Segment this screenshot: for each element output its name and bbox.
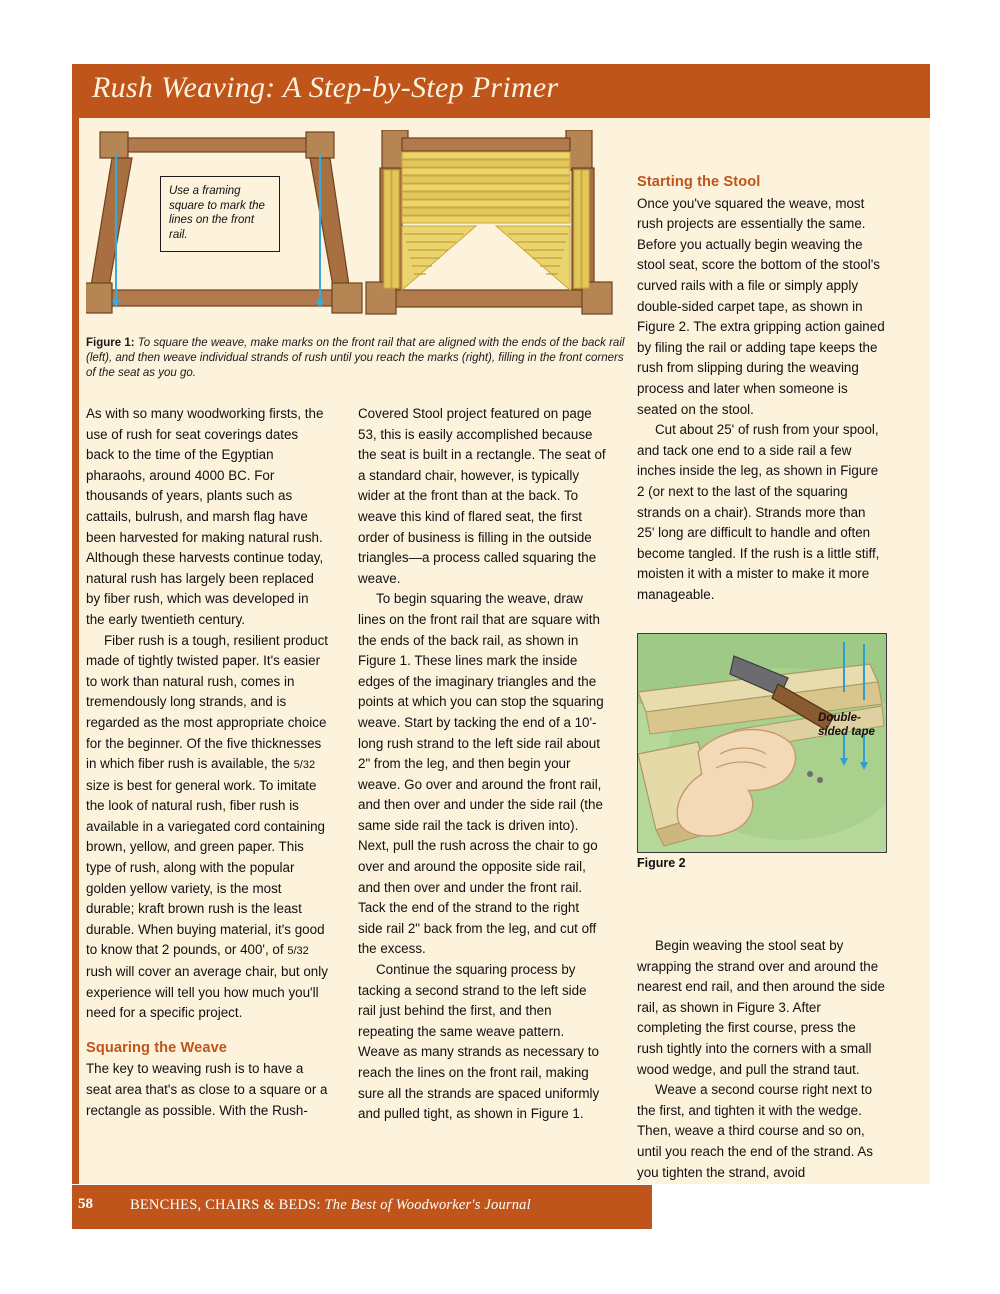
figure-1-caption-label: Figure 1: — [86, 337, 135, 349]
paragraph-part: size is best for general work. To imitate the look of natural rush, fiber rush is available in a variegated cord containing brown, yellow, and green paper. This type of rush, along with the popular golden yellow variety, is the most durable; kraft brown rush is the least durable. When buying material, it's good to know that 2 pounds, or 400', of — [86, 777, 325, 958]
footer-title-main: BENCHES, CHAIRS & BEDS: — [130, 1197, 321, 1213]
figure-2-svg — [638, 634, 886, 852]
paragraph: The key to weaving rush is to have a seat area that's as close to a square or a rectangle as possible. With the Rush- — [86, 1061, 328, 1118]
fraction: 5/32 — [293, 759, 316, 772]
paragraph: Continue the squaring process by tacking a second strand to the left side rail just behind the first, and then repeating the same weave pattern. Weave as many strands as necessary to reach the lines on the front rail, making sure all the strands are spaced uniformly and pulled tight, as shown in Figure 1. — [358, 962, 600, 1122]
footer-book-title — [130, 1197, 531, 1214]
paragraph: Once you've squared the weave, most rush projects are essentially the same. Before you actually begin weaving the stool seat, score the bottom of the stool's curved rails with a file or simply apply double-sided carpet tape, as shown in Figure 2. The extra gripping action gained by filing the rail or adding tape keeps the rush from slipping during the weaving process and later when someone is seated on the stool. — [637, 195, 885, 417]
figure-1-callout-text: Use a framing square to mark the lines on the front rail. — [169, 185, 265, 241]
article-title-bar — [72, 64, 930, 118]
paragraph: Begin weaving the stool seat by wrapping the strand over and around the nearest end rail, and then around the side rail, as shown in Figure 3. After completing the first course, press the rush tightly into the corners with a small wood wedge, and pull the strand taut. — [637, 938, 885, 1077]
figure-1-caption-text: To square the weave, make marks on the front rail that are aligned with the ends of the back rail (left), and then weave individual strands of rush until you reach the marks (right), filling in the front corners of the seat as you go. — [86, 337, 625, 379]
page-title: Rush Weaving: A Step-by-Step Primer — [92, 71, 559, 104]
body-column-2 — [358, 404, 606, 1125]
paragraph: Covered Stool project featured on page 53, this is easily accomplished because the seat is built in a rectangle. The seat of a standard chair, however, is typically wider at the front than at the back. To weave this kind of flared seat, the first order of business is filling in the outside triangles—a process called squaring the weave. — [358, 406, 606, 586]
paragraph: Weave a second course right next to the first, and tighten it with the wedge. Then, weave a third course and so on, until you reach the end of the strand. As you tighten the strand, avoid — [637, 1082, 873, 1180]
paragraph: Cut about 25' of rush from your spool, and tack one end to a side rail a few inches inside the leg, as shown in Figure 2 (or next to the last of the squaring strands on a chair). Strands more than 25' long are difficult to handle and often become tangled. If the rush is a little stiff, moisten it with a mister to make it more manageable. — [637, 422, 880, 602]
paragraph: As with so many woodworking firsts, the use of rush for seat coverings dates back to the time of the Egyptian pharaohs, around 4000 BC. For thousands of years, plants such as cattails, bulrush, and marsh flag have been harvested for making natural rush. Although these harvests continue today, natural rush has largely been replaced by fiber rush, which was developed in the early twentieth century. — [86, 406, 324, 627]
paragraph — [86, 631, 330, 1024]
paragraph: To begin squaring the weave, draw lines on the front rail that are square with the ends of the back rail, as shown in Figure 1. These lines mark the inside edges of the imaginary triangles and the points at which you can stop the squaring weave. Start by tacking the end of a 10'-long rush strand to the left side rail about 2" from the leg, and then begin your weave. Go over and around the front rail, and then over and under the side rail (the same side rail the tack is driven into). Next, pull the rush across the chair to go over and around the opposite side rail, and then over and under the front rail. Tack the end of the strand to the right side rail 2" back from the leg, and cut off the excess. — [358, 591, 604, 957]
figure-1-caption — [86, 336, 626, 381]
paragraph-part: rush will cover an average chair, but only experience will tell you how much you'll need for a specific project. — [86, 964, 328, 1021]
section-heading-starting-the-stool: Starting the Stool — [637, 174, 761, 190]
body-column-1 — [86, 404, 330, 1121]
figure-2-image — [637, 633, 887, 853]
footer-title-sub: The Best of Woodworker's Journal — [320, 1197, 531, 1213]
body-column-3 — [637, 172, 885, 605]
figure-2-callout-text: Double-sided tape — [818, 712, 875, 738]
page-number: 58 — [78, 1196, 93, 1212]
figure-1-callout-box — [160, 176, 280, 252]
body-column-3-continued — [637, 936, 885, 1183]
fraction: 5/32 — [287, 945, 309, 958]
figure-2-label: Figure 2 — [637, 856, 686, 870]
left-accent-rule — [72, 64, 79, 1184]
section-heading-squaring-the-weave: Squaring the Weave — [86, 1039, 228, 1056]
paragraph-part: Fiber rush is a tough, resilient product made of tightly twisted paper. It's easier to work than natural rush, comes in tremendously long strands, and is regarded as the most appropriate choice for the beginner. Of the five thicknesses in which fiber rush is available, the — [86, 632, 329, 772]
